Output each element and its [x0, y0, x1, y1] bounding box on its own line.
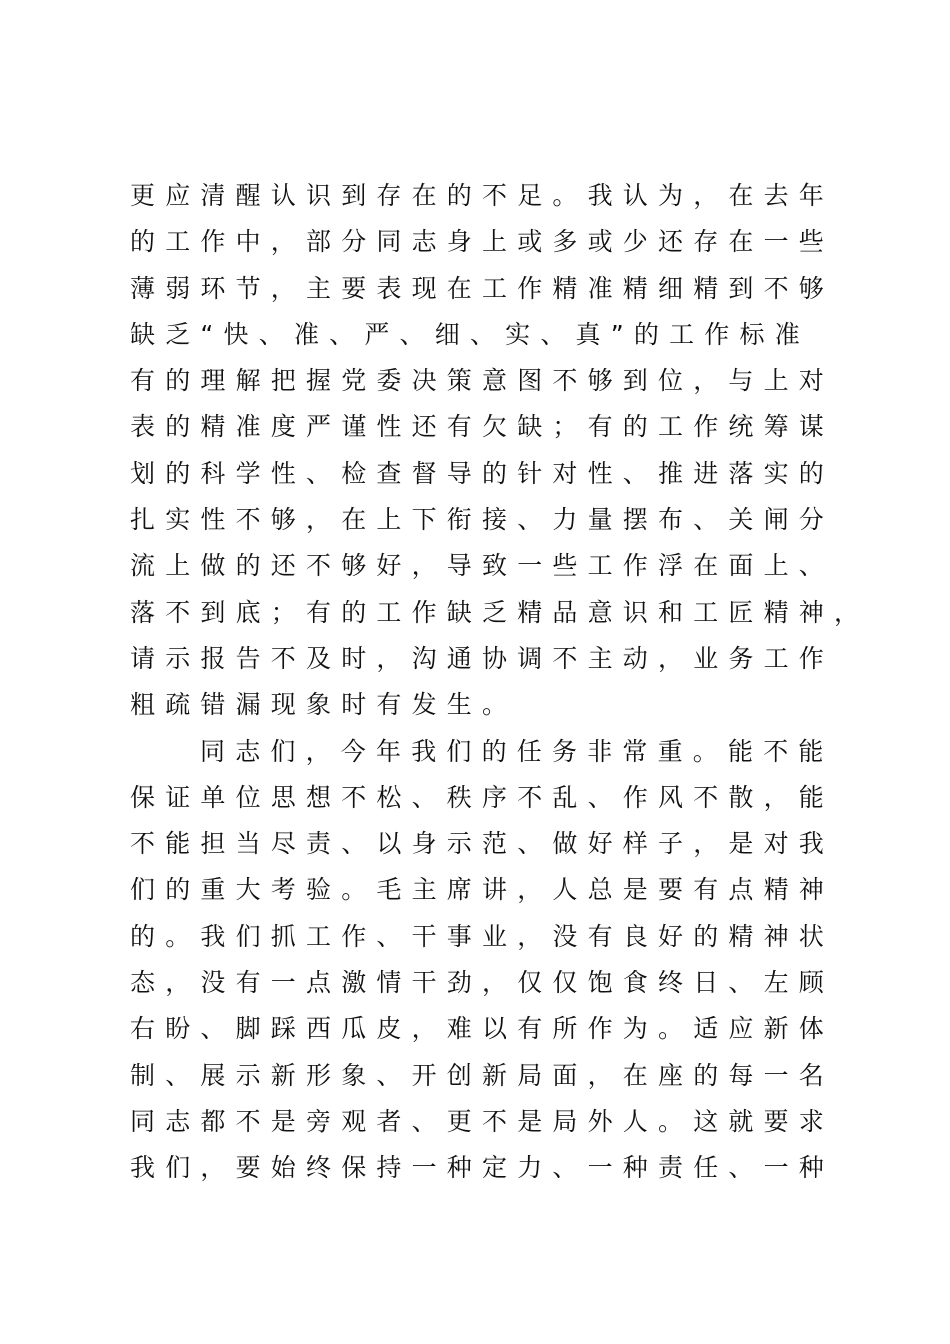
- text-line: 流上做的还不够好，导致一些工作浮在面上、: [130, 551, 835, 581]
- text-line: 不能担当尽责、以身示范、做好样子，是对我: [130, 829, 835, 859]
- body-text: [130, 173, 870, 1192]
- text-line: 落不到底；有的工作缺乏精品意识和工匠精神，: [130, 597, 870, 627]
- text-line: 我们，要始终保持一种定力、一种责任、一种: [130, 1153, 835, 1183]
- text-line: 粗疏错漏现象时有发生。: [130, 690, 518, 720]
- text-line: 态，没有一点激情干劲，仅仅饱食终日、左顾: [130, 968, 835, 998]
- text-line: 缺乏“快、准、严、细、实、真”的工作标准: [130, 319, 810, 349]
- text-line: 右盼、脚踩西瓜皮，难以有所作为。适应新体: [130, 1014, 835, 1044]
- text-line: 薄弱环节，主要表现在工作精准精细精到不够: [130, 273, 835, 303]
- text-line: 划的科学性、检查督导的针对性、推进落实的: [130, 458, 835, 488]
- text-line: 同志都不是旁观者、更不是局外人。这就要求: [130, 1106, 835, 1136]
- text-line: 更应清醒认识到存在的不足。我认为，在去年: [130, 181, 835, 210]
- text-line: 制、展示新形象、开创新局面，在座的每一名: [130, 1060, 835, 1090]
- text-line: 表的精准度严谨性还有欠缺；有的工作统筹谋: [130, 412, 835, 442]
- paragraph-start-line: 同志们，今年我们的任务非常重。能不能: [200, 736, 834, 766]
- text-line: 请示报告不及时，沟通协调不主动，业务工作: [130, 643, 835, 673]
- text-line: 扎实性不够，在上下衔接、力量摆布、关闸分: [130, 505, 835, 535]
- text-line: 有的理解把握党委决策意图不够到位，与上对: [130, 366, 835, 396]
- text-line: 保证单位思想不松、秩序不乱、作风不散，能: [130, 782, 835, 812]
- text-line: 的。我们抓工作、干事业，没有良好的精神状: [130, 921, 835, 951]
- text-line: 们的重大考验。毛主席讲，人总是要有点精神: [130, 875, 835, 905]
- text-line: 的工作中，部分同志身上或多或少还存在一些: [130, 227, 835, 257]
